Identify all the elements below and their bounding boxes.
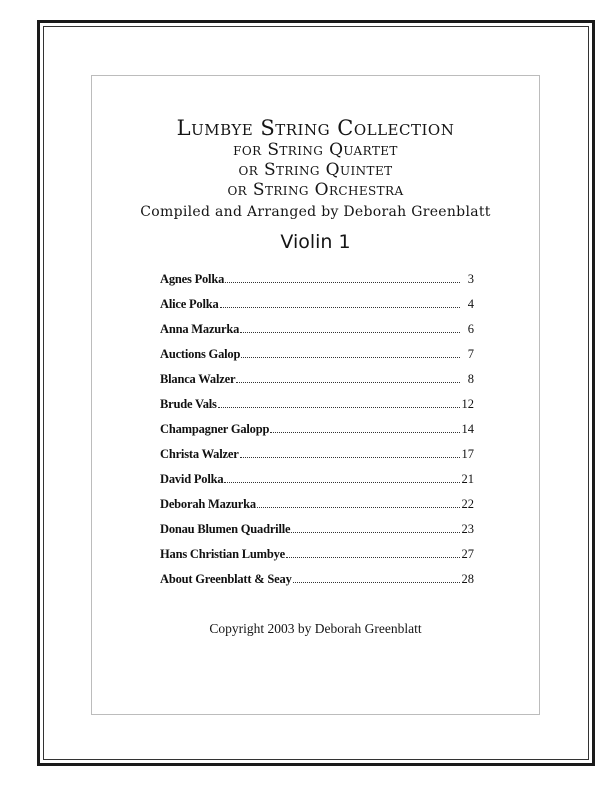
table-of-contents bbox=[160, 272, 474, 597]
toc-entry-title: Agnes Polka bbox=[160, 272, 225, 286]
toc-dot-leader bbox=[241, 356, 460, 358]
toc-dot-leader bbox=[286, 556, 460, 558]
subtitle-quartet: for String Quartet bbox=[233, 140, 398, 160]
toc-entry-title: Auctions Galop bbox=[160, 347, 241, 361]
toc-entry-hans-christian-lumbye[interactable] bbox=[160, 547, 474, 572]
toc-entry-auctions-galop[interactable] bbox=[160, 347, 474, 372]
toc-entry-david-polka[interactable] bbox=[160, 472, 474, 497]
toc-entry-about-greenblatt-seay[interactable] bbox=[160, 572, 474, 597]
toc-entry-page: 21 bbox=[461, 472, 474, 486]
toc-dot-leader bbox=[293, 581, 460, 583]
toc-entry-page: 17 bbox=[461, 447, 474, 461]
toc-entry-title: Hans Christian Lumbye bbox=[160, 547, 285, 561]
toc-entry-page: 6 bbox=[467, 322, 474, 336]
toc-entry-title: David Polka bbox=[160, 472, 224, 486]
toc-dot-leader bbox=[236, 381, 460, 383]
toc-entry-page: 27 bbox=[461, 547, 474, 561]
toc-entry-title: Christa Walzer bbox=[160, 447, 239, 461]
toc-dot-leader bbox=[240, 331, 460, 333]
toc-dot-leader bbox=[257, 506, 460, 508]
toc-entry-anna-mazurka[interactable] bbox=[160, 322, 474, 347]
toc-dot-leader bbox=[218, 406, 460, 408]
toc-entry-page: 7 bbox=[467, 347, 474, 361]
toc-entry-christa-walzer[interactable] bbox=[160, 447, 474, 472]
toc-dot-leader bbox=[220, 306, 460, 308]
inner-page bbox=[91, 75, 540, 715]
toc-entry-title: Deborah Mazurka bbox=[160, 497, 256, 511]
toc-entry-blanca-walzer[interactable] bbox=[160, 372, 474, 397]
toc-entry-page: 8 bbox=[467, 372, 474, 386]
collection-title: Lumbye String Collection bbox=[176, 116, 455, 140]
toc-entry-brude-vals[interactable] bbox=[160, 397, 474, 422]
toc-entry-page: 23 bbox=[461, 522, 474, 536]
copyright-notice: Copyright 2003 by Deborah Greenblatt bbox=[209, 621, 422, 636]
toc-entry-page: 28 bbox=[461, 572, 474, 586]
toc-entry-title: Donau Blumen Quadrille bbox=[160, 522, 291, 536]
toc-entry-page: 4 bbox=[467, 297, 474, 311]
toc-entry-title: Anna Mazurka bbox=[160, 322, 240, 336]
toc-entry-title: Brude Vals bbox=[160, 397, 217, 411]
toc-entry-champagner-galopp[interactable] bbox=[160, 422, 474, 447]
toc-dot-leader bbox=[225, 281, 460, 283]
toc-entry-page: 14 bbox=[461, 422, 474, 436]
toc-entry-page: 22 bbox=[461, 497, 474, 511]
toc-entry-agnes-polka[interactable] bbox=[160, 272, 474, 297]
toc-entry-title: Champagner Galopp bbox=[160, 422, 270, 436]
toc-entry-page: 12 bbox=[461, 397, 474, 411]
subtitle-quintet: or String Quintet bbox=[238, 160, 393, 180]
toc-entry-title: Blanca Walzer bbox=[160, 372, 236, 386]
toc-dot-leader bbox=[291, 531, 459, 533]
toc-entry-page: 3 bbox=[467, 272, 474, 286]
toc-dot-leader bbox=[224, 481, 459, 483]
toc-entry-alice-polka[interactable] bbox=[160, 297, 474, 322]
part-name: Violin 1 bbox=[280, 231, 351, 253]
toc-dot-leader bbox=[270, 431, 459, 433]
toc-entry-deborah-mazurka[interactable] bbox=[160, 497, 474, 522]
toc-entry-title: Alice Polka bbox=[160, 297, 219, 311]
toc-entry-title: About Greenblatt & Seay bbox=[160, 572, 292, 586]
title-block bbox=[92, 116, 539, 222]
subtitle-orchestra: or String Orchestra bbox=[227, 180, 404, 200]
arranger-credit: Compiled and Arranged by Deborah Greenblatt bbox=[140, 204, 491, 220]
toc-entry-donau-blumen-quadrille[interactable] bbox=[160, 522, 474, 547]
toc-dot-leader bbox=[240, 456, 460, 458]
